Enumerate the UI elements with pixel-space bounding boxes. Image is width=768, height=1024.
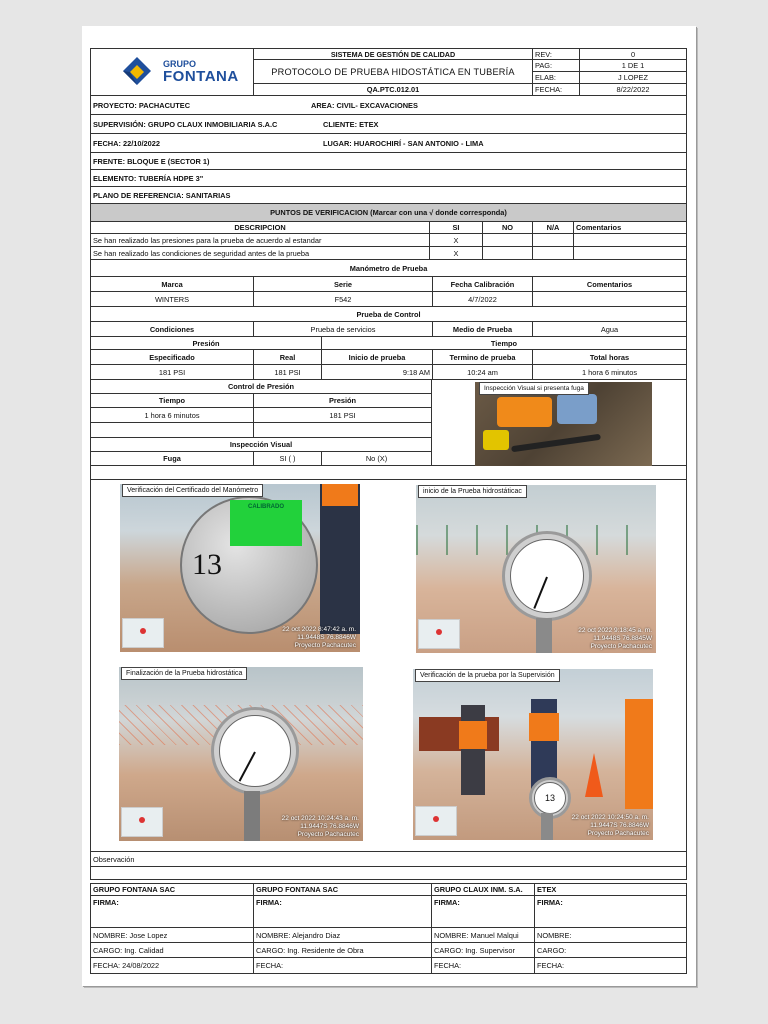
map-thumbnail-icon [418,619,460,649]
verification-row-2-si: X [429,246,483,260]
pipe [511,434,601,452]
frente: FRENTE: BLOQUE E (SECTOR 1) [90,152,687,170]
photo-stamp-coords: 11.9448S 76.8846W [297,634,356,641]
sig-fecha-1: FECHA: 24/08/2022 [90,957,254,974]
fecha-calibracion-value: 4/7/2022 [432,291,533,307]
h-inicio: Inicio de prueba [321,349,433,365]
info-row-fecha [90,133,687,153]
worker-1 [461,705,485,795]
h-termino: Termino de prueba [432,349,533,365]
h-total: Total horas [532,349,687,365]
photo-stamp [282,815,359,839]
elemento: ELEMENTO: TUBERÍA HDPE 3" [90,169,687,187]
person-vest [322,484,358,506]
fecha: FECHA: 22/10/2022 [93,138,160,148]
photo-stamp [282,626,356,650]
photo-stamp-coords: 11.9447S 76.8846W [590,822,649,829]
logo-box [90,48,254,96]
cp-tiempo-value: 1 hora 6 minutos [90,407,254,423]
supervision: SUPERVISIÓN: GRUPO CLAUX INMOBILIARIA S.A.C [93,119,278,129]
h-marca: Marca [90,276,254,292]
document-page [82,26,696,986]
sig-nombre-4: NOMBRE: [534,927,687,943]
serie-value: F542 [253,291,433,307]
h-fecha-calibracion: Fecha Calibración [432,276,533,292]
total-value: 1 hora 6 minutos [532,364,687,380]
photo-stamp-date: 22 oct 2022 10:24:50 a. m. [571,814,649,821]
person [320,484,360,634]
pump-device [483,430,509,450]
photo-stamp-date: 22 oct 2022 9:18:45 a. m. [578,627,652,634]
photo-caption: Verificación de la prueba por la Supervisión [415,669,560,682]
pressure-gauge-icon [502,531,592,621]
proyecto: PROYECTO: PACHACUTEC [93,100,191,110]
verification-row-1-desc: Se han realizado las presiones para la prueba de acuerdo al estandar [90,233,430,247]
photo-stamp-coords: 11.9447S 76.8846W [300,823,359,830]
photo-stamp-project: Proyecto Pachacutec [294,642,356,649]
worker-shirt [557,394,597,424]
photo-caption: inicio de la Prueba hidrostáticac [418,485,527,498]
map-thumbnail-icon [121,807,163,837]
calibration-sticker: CALIBRADO [230,500,302,546]
logo-line1: GRUPO [163,59,197,69]
photo-caption: Verificación del Certificado del Manómetro [122,484,263,497]
fecha-label: FECHA: [532,83,580,96]
h-condiciones: Condiciones [90,321,254,337]
document-title: PROTOCOLO DE PRUEBA HIDOSTÁTICA EN TUBERÍA [253,59,533,84]
photo-stamp [578,627,652,651]
worker-2-vest [529,713,559,741]
fuga-no: No (X) [321,451,432,466]
h-serie: Serie [253,276,433,292]
verification-row-2-desc: Se han realizado las condiciones de seguridad antes de la prueba [90,246,430,260]
especificado-value: 181 PSI [90,364,254,380]
photo-caption: Finalización de la Prueba hidrostática [121,667,247,680]
sig-cargo-3: CARGO: Ing. Supervisor [431,942,535,958]
rev-label: REV: [532,48,580,60]
sig-fecha-4: FECHA: [534,957,687,974]
sig-org-1: GRUPO FONTANA SAC [90,883,254,896]
photo-supervision [413,669,653,840]
photo-finalizacion [119,667,363,841]
fontana-logo-icon [117,55,157,91]
sig-cargo-2: CARGO: Ing. Residente de Obra [253,942,432,958]
worker-3 [625,699,653,809]
fuga-label: Fuga [90,451,254,466]
verification-row-2-com [573,246,687,260]
verification-row-2-na [532,246,574,260]
inspeccion-photo [475,382,652,466]
map-thumbnail-icon [415,806,457,836]
pressure-gauge-icon [211,707,299,795]
medio-prueba-value: Agua [532,321,687,337]
col-comentarios: Comentarios [573,221,687,234]
photo-stamp-project: Proyecto Pachacutec [587,830,649,837]
sig-fecha-2: FECHA: [253,957,432,974]
photo-stamp-coords: 11.9448S 76.8845W [593,635,652,642]
sig-nombre-1: NOMBRE: Jose Lopez [90,927,254,943]
verification-row-1-na [532,233,574,247]
sig-nombre-2: NOMBRE: Alejandro Diaz [253,927,432,943]
pag-value: 1 DE 1 [579,59,687,72]
photo-stamp [572,814,649,838]
photo-stamp-project: Proyecto Pachacutec [590,643,652,650]
spacer-row [90,465,687,480]
verification-title: PUNTOS DE VERIFICACION (Marcar con una √ donde corresponda) [90,203,687,222]
h-real: Real [253,349,322,365]
info-row-proyecto [90,95,687,115]
sig-cargo-1: CARGO: Ing. Calidad [90,942,254,958]
info-row-supervision [90,114,687,134]
gauge-tag-number: 13 [192,548,222,581]
control-title: Prueba de Control [90,306,687,322]
document-code: QA.PTC.012.01 [253,83,533,96]
inicio-value: 9:18 AM [321,364,433,380]
logo-line2: FONTANA [163,68,239,85]
sig-org-2: GRUPO FONTANA SAC [253,883,432,896]
sig-firma-3: FIRMA: [431,895,535,928]
gauge-stem [536,618,552,653]
col-si: SI [429,221,483,234]
h-tiempo: Tiempo [321,336,687,350]
col-no: NO [482,221,533,234]
inspeccion-photo-caption: Inspección Visual si presenta fuga [479,382,589,395]
real-value: 181 PSI [253,364,322,380]
h-medio-prueba: Medio de Prueba [432,321,533,337]
photo-certificado [120,484,360,652]
col-na: N/A [532,221,574,234]
elab-value: J LOPEZ [579,71,687,84]
cp-empty-2 [253,422,432,438]
area: AREA: CIVIL- EXCAVACIONES [311,100,418,110]
fecha-value: 8/22/2022 [579,83,687,96]
h-cp-presion: Presión [253,393,432,408]
plano: PLANO DE REFERENCIA: SANITARIAS [90,186,687,204]
sig-org-3: GRUPO CLAUX INM. S.A. [431,883,535,896]
sig-fecha-3: FECHA: [431,957,535,974]
traffic-cone-icon [585,753,603,797]
cliente: CLIENTE: ETEX [323,119,379,129]
gauge-stem [541,813,553,840]
verification-row-1-si: X [429,233,483,247]
col-descripcion: DESCRIPCION [90,221,430,234]
inspeccion-title: Inspección Visual [90,437,432,452]
lugar: LUGAR: HUAROCHIRÍ - SAN ANTONIO - LIMA [323,138,484,148]
gauge-tag-number: 13 [534,782,566,814]
comentarios-value [532,291,687,307]
verification-row-2-no [482,246,533,260]
worker-1-vest [459,721,487,749]
system-title: SISTEMA DE GESTIÓN DE CALIDAD [253,48,533,60]
marca-value: WINTERS [90,291,254,307]
map-thumbnail-icon [122,618,164,648]
worker-vest [497,397,552,427]
cp-presion-value: 181 PSI [253,407,432,423]
photo-stamp-date: 22 oct 2022 8:47:42 a. m. [282,626,356,633]
observacion-field [90,866,687,880]
sig-nombre-3: NOMBRE: Manuel Malqui [431,927,535,943]
gauge-stem [244,791,260,841]
verification-row-1-com [573,233,687,247]
termino-value: 10:24 am [432,364,533,380]
h-comentarios: Comentarios [532,276,687,292]
photo-inicio [416,485,656,653]
sig-org-4: ETEX [534,883,687,896]
verification-row-1-no [482,233,533,247]
rev-value: 0 [579,48,687,60]
observacion-label: Observación [90,851,687,867]
photo-stamp-date: 22 oct 2022 10:24:43 a. m. [281,815,359,822]
sig-firma-1: FIRMA: [90,895,254,928]
cp-empty-1 [90,422,254,438]
sig-cargo-4: CARGO: [534,942,687,958]
condiciones-value: Prueba de servicios [253,321,433,337]
h-especificado: Especificado [90,349,254,365]
control-presion-title: Control de Presión [90,379,432,394]
pag-label: PAG: [532,59,580,72]
h-presion: Presión [90,336,322,350]
sig-firma-4: FIRMA: [534,895,687,928]
manometro-title: Manómetro de Prueba [90,259,687,277]
elab-label: ELAB: [532,71,580,84]
fuga-si: SI ( ) [253,451,322,466]
sig-firma-2: FIRMA: [253,895,432,928]
h-cp-tiempo: Tiempo [90,393,254,408]
photo-stamp-project: Proyecto Pachacutec [297,831,359,838]
